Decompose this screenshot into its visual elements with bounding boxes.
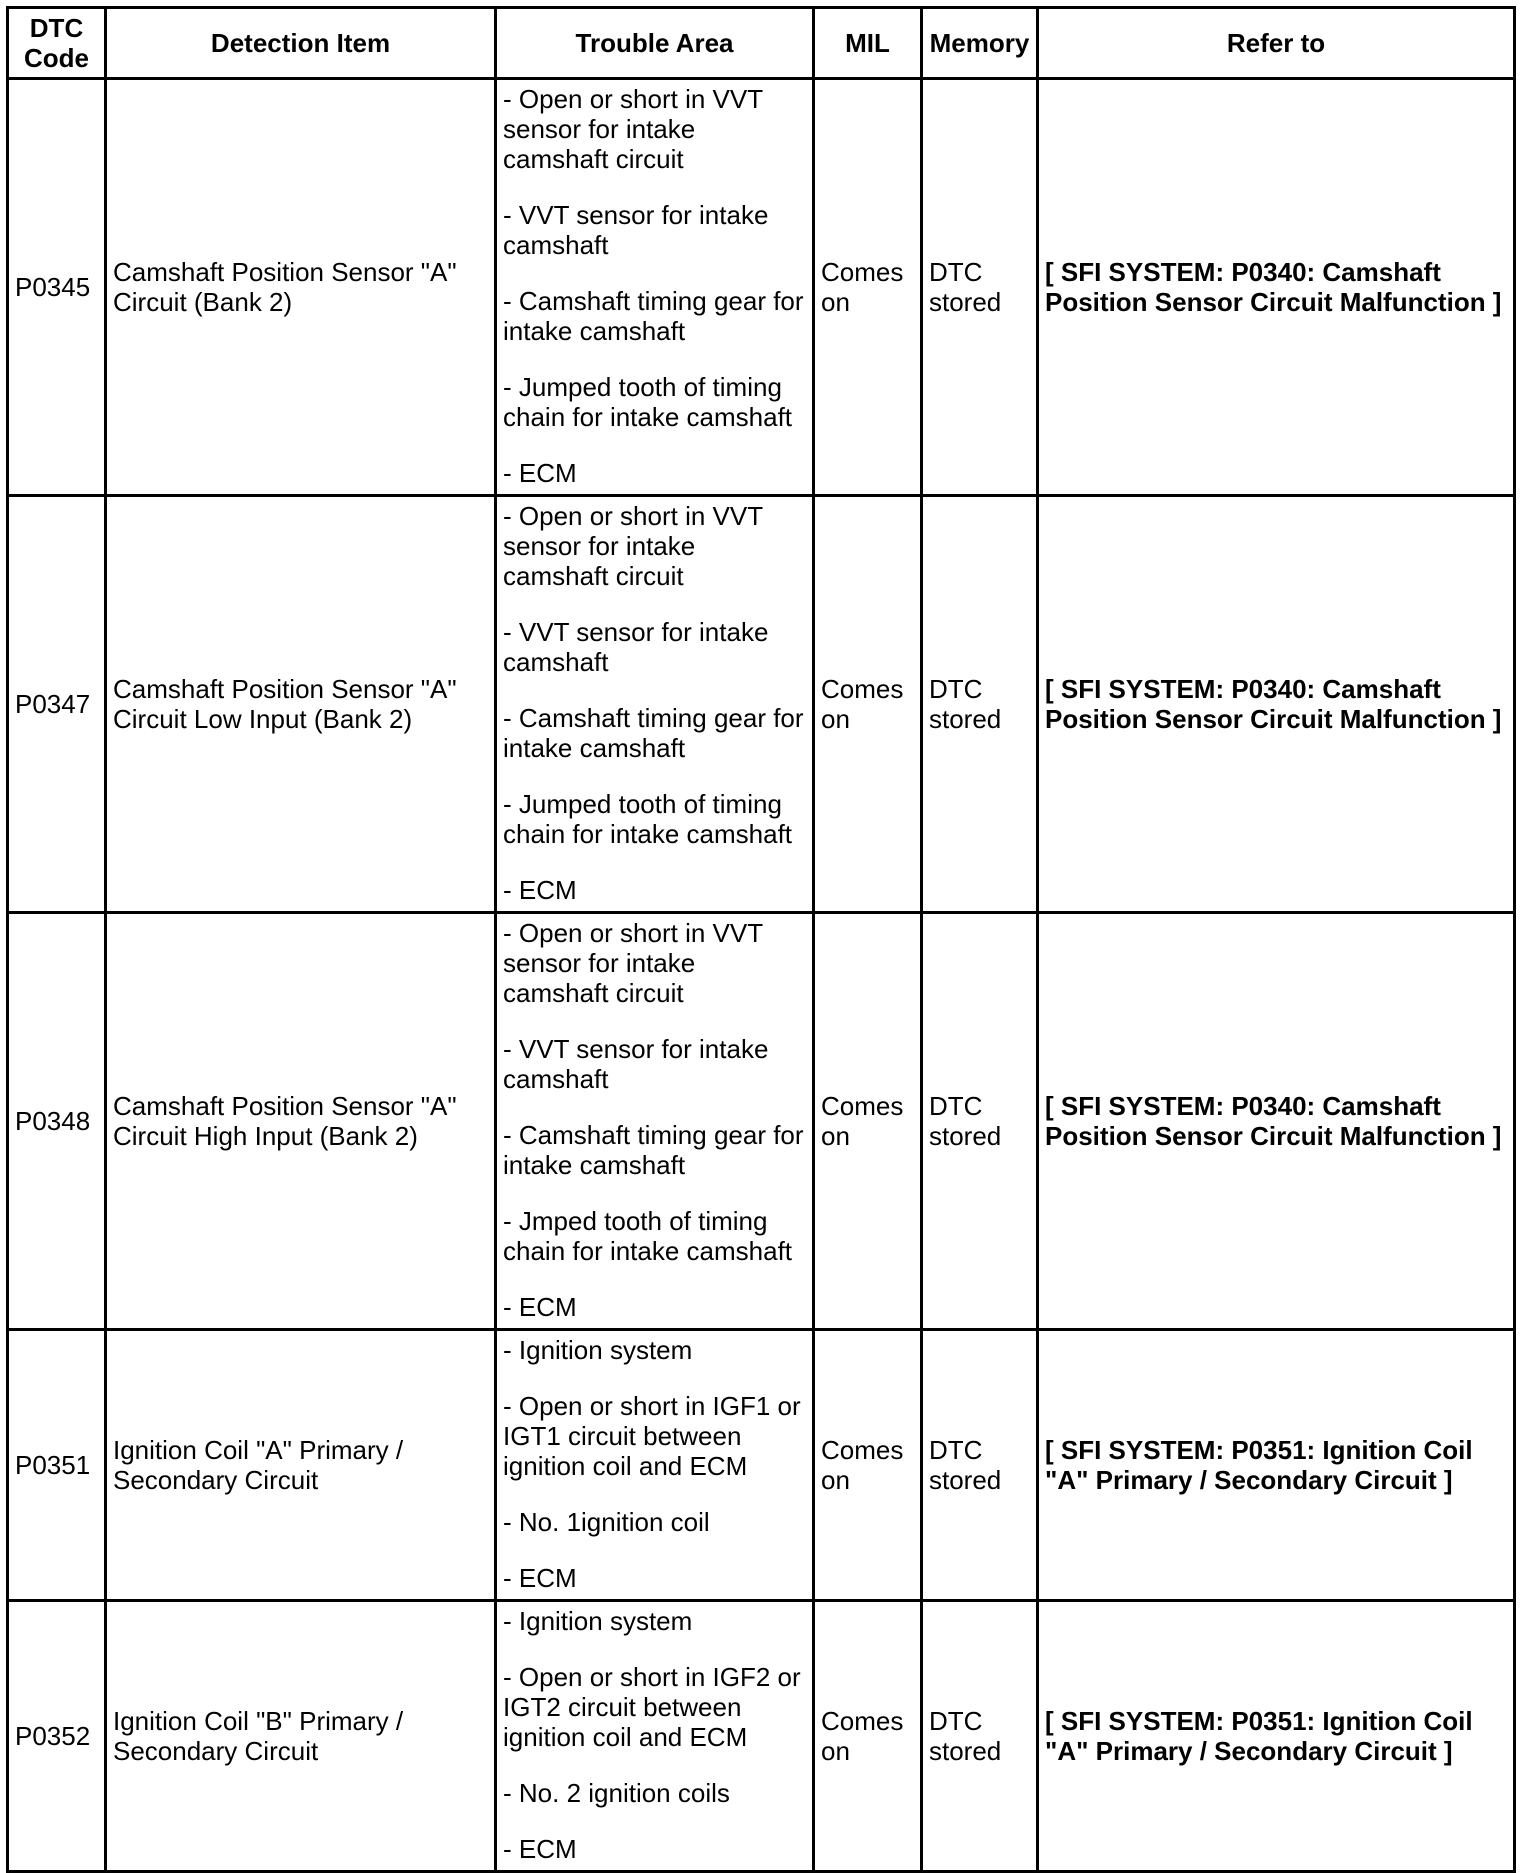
memory-cell: DTC stored xyxy=(922,913,1038,1330)
memory-cell: DTC stored xyxy=(922,1601,1038,1872)
mil-cell: Comes on xyxy=(814,496,922,913)
trouble-area-item: - ECM xyxy=(503,458,577,488)
dtc-code-cell: P0352 xyxy=(8,1601,106,1872)
header-refer-to: Refer to xyxy=(1038,8,1515,79)
table-row xyxy=(8,496,1515,913)
header-memory: Memory xyxy=(922,8,1038,79)
mil-cell: Comes on xyxy=(814,1601,922,1872)
dtc-code-cell: P0351 xyxy=(8,1330,106,1601)
detection-item-cell: Camshaft Position Sensor "A" Circuit Low Input (Bank 2) xyxy=(106,496,496,913)
trouble-area-item: - ECM xyxy=(503,1563,577,1593)
trouble-area-item: - ECM xyxy=(503,875,577,905)
trouble-area-item: - Open or short in VVT sensor for intake camshaft circuit xyxy=(503,501,763,591)
trouble-area-cell xyxy=(496,913,814,1330)
mil-cell: Comes on xyxy=(814,913,922,1330)
dtc-table xyxy=(6,6,1516,1873)
trouble-area-cell xyxy=(496,496,814,913)
trouble-area-item: - Jumped tooth of timing chain for intake camshaft xyxy=(503,789,793,849)
memory-cell: DTC stored xyxy=(922,79,1038,496)
table-header-row xyxy=(8,8,1515,79)
trouble-area-item: - No. 2 ignition coils xyxy=(503,1778,730,1808)
trouble-area-item: - Ignition system xyxy=(503,1335,693,1365)
header-dtc-code: DTC Code xyxy=(8,8,106,79)
trouble-area-item: - No. 1ignition coil xyxy=(503,1507,710,1537)
dtc-code-cell: P0347 xyxy=(8,496,106,913)
trouble-area-cell xyxy=(496,1330,814,1601)
table-row xyxy=(8,79,1515,496)
trouble-area-item: - VVT sensor for intake camshaft xyxy=(503,617,769,677)
mil-cell: Comes on xyxy=(814,79,922,496)
dtc-code-cell: P0345 xyxy=(8,79,106,496)
trouble-area-item: - Open or short in IGF2 or IGT2 circuit between ignition coil and ECM xyxy=(503,1662,801,1752)
trouble-area-cell xyxy=(496,1601,814,1872)
trouble-area-item: - Jmped tooth of timing chain for intake camshaft xyxy=(503,1206,793,1266)
table-row xyxy=(8,1330,1515,1601)
refer-to-cell: [ SFI SYSTEM: P0340: Camshaft Position Sensor Circuit Malfunction ] xyxy=(1038,913,1515,1330)
header-detection-item: Detection Item xyxy=(106,8,496,79)
refer-to-cell: [ SFI SYSTEM: P0340: Camshaft Position Sensor Circuit Malfunction ] xyxy=(1038,79,1515,496)
dtc-code-cell: P0348 xyxy=(8,913,106,1330)
table-row xyxy=(8,913,1515,1330)
trouble-area-cell xyxy=(496,79,814,496)
trouble-area-item: - Open or short in VVT sensor for intake camshaft circuit xyxy=(503,918,763,1008)
table-row xyxy=(8,1601,1515,1872)
detection-item-cell: Ignition Coil "B" Primary / Secondary Circuit xyxy=(106,1601,496,1872)
trouble-area-item: - VVT sensor for intake camshaft xyxy=(503,200,769,260)
trouble-area-item: - Ignition system xyxy=(503,1606,693,1636)
header-trouble-area: Trouble Area xyxy=(496,8,814,79)
trouble-area-item: - Camshaft timing gear for intake camshaft xyxy=(503,703,804,763)
refer-to-cell: [ SFI SYSTEM: P0351: Ignition Coil "A" Primary / Secondary Circuit ] xyxy=(1038,1601,1515,1872)
detection-item-cell: Camshaft Position Sensor "A" Circuit High Input (Bank 2) xyxy=(106,913,496,1330)
trouble-area-item: - Open or short in VVT sensor for intake camshaft circuit xyxy=(503,84,763,174)
header-mil: MIL xyxy=(814,8,922,79)
trouble-area-item: - VVT sensor for intake camshaft xyxy=(503,1034,769,1094)
trouble-area-item: - Jumped tooth of timing chain for intake camshaft xyxy=(503,372,793,432)
detection-item-cell: Camshaft Position Sensor "A" Circuit (Bank 2) xyxy=(106,79,496,496)
memory-cell: DTC stored xyxy=(922,496,1038,913)
detection-item-cell: Ignition Coil "A" Primary / Secondary Circuit xyxy=(106,1330,496,1601)
trouble-area-item: - Camshaft timing gear for intake camshaft xyxy=(503,286,804,346)
trouble-area-item: - Camshaft timing gear for intake camshaft xyxy=(503,1120,804,1180)
trouble-area-item: - ECM xyxy=(503,1834,577,1864)
dtc-table-container xyxy=(6,6,1516,1873)
refer-to-cell: [ SFI SYSTEM: P0351: Ignition Coil "A" Primary / Secondary Circuit ] xyxy=(1038,1330,1515,1601)
refer-to-cell: [ SFI SYSTEM: P0340: Camshaft Position Sensor Circuit Malfunction ] xyxy=(1038,496,1515,913)
trouble-area-item: - ECM xyxy=(503,1292,577,1322)
mil-cell: Comes on xyxy=(814,1330,922,1601)
trouble-area-item: - Open or short in IGF1 or IGT1 circuit between ignition coil and ECM xyxy=(503,1391,801,1481)
memory-cell: DTC stored xyxy=(922,1330,1038,1601)
